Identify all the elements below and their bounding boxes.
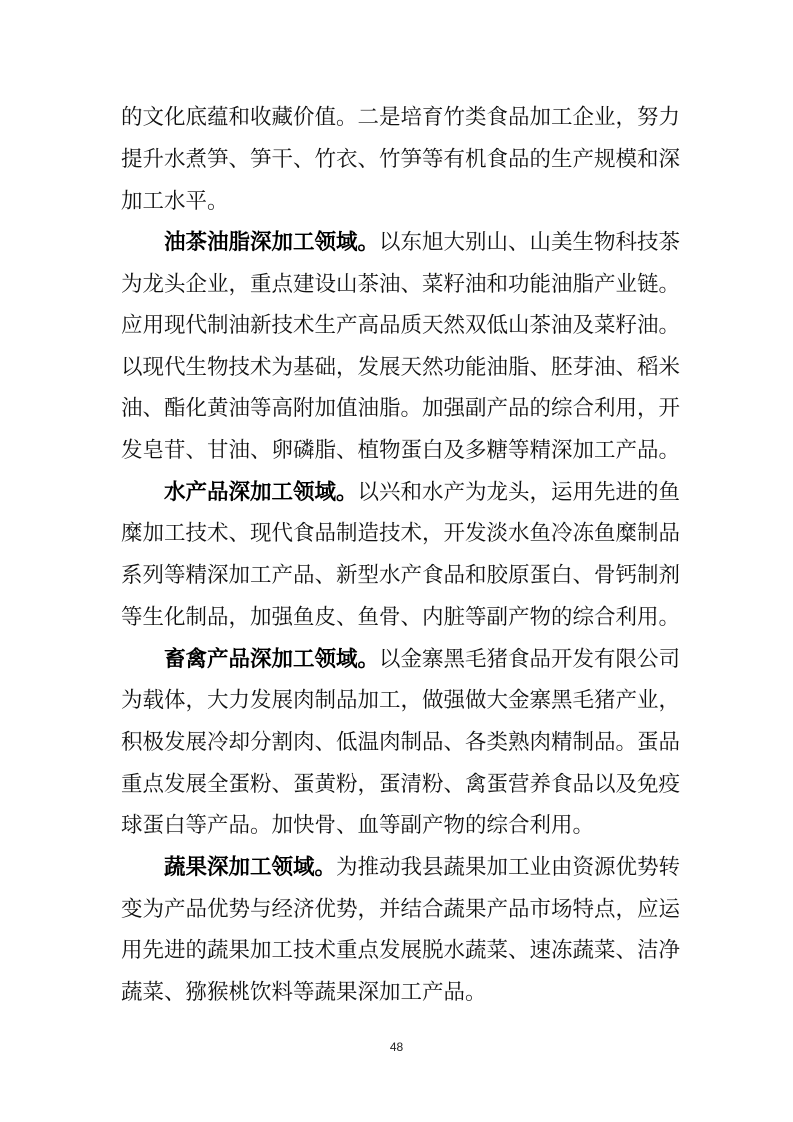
section-heading: 蔬果深加工领域。 [164,855,337,880]
paragraph-line: 用先进的蔬果加工技术重点发展脱水蔬菜、速冻蔬菜、洁净 [121,938,681,963]
section-heading: 畜禽产品深加工领域。 [164,647,380,672]
paragraph-line: 加工水平。 [121,189,229,214]
paragraph-line: 球蛋白等产品。加快骨、血等副产物的综合利用。 [121,813,595,838]
paragraph-first-line [164,473,681,513]
paragraph-line: 提升水煮笋、笋干、竹衣、竹笋等有机食品的生产规模和深 [121,147,681,172]
paragraph-line: 重点发展全蛋粉、蛋黄粉，蛋清粉、禽蛋营养食品以及免疫 [121,772,681,797]
paragraph-line: 变为产品优势与经济优势，并结合蔬果产品市场特点，应运 [121,897,681,922]
page-number: 48 [389,1040,404,1054]
paragraph-line: 蔬菜、猕猴桃饮料等蔬果深加工产品。 [121,980,487,1005]
paragraph-line: 发皂苷、甘油、卵磷脂、植物蛋白及多糖等精深加工产品。 [121,438,681,463]
paragraph-line: 为载体，大力发展肉制品加工，做强做大金寨黑毛猪产业， [121,688,681,713]
paragraph-line: 的文化底蕴和收藏价值。二是培育竹类食品加工企业，努力 [121,105,681,130]
paragraph-text: 为推动我县蔬果加工业由资源优势转 [336,855,681,880]
paragraph-line: 等生化制品，加强鱼皮、鱼骨、内脏等副产物的综合利用。 [121,605,681,630]
paragraph-text: 以东旭大别山、山美生物科技茶 [379,230,681,255]
paragraph-first-line [164,223,681,263]
paragraph-first-line [164,848,681,888]
section-heading: 水产品深加工领域。 [164,480,358,505]
paragraph-first-line [164,640,681,680]
paragraph-line: 系列等精深加工产品、新型水产食品和胶原蛋白、骨钙制剂 [121,563,681,588]
paragraph-line: 油、酯化黄油等高附加值油脂。加强副产品的综合利用，开 [121,396,681,421]
paragraph-text: 以金寨黑毛猪食品开发有限公司 [379,647,681,672]
paragraph-line: 为龙头企业，重点建设山茶油、菜籽油和功能油脂产业链。 [121,272,681,297]
paragraph-text: 以兴和水产为龙头，运用先进的鱼 [357,480,681,505]
paragraph-line: 积极发展冷却分割肉、低温肉制品、各类熟肉精制品。蛋品 [121,730,681,755]
section-heading: 油茶油脂深加工领域。 [164,230,380,255]
paragraph-line: 应用现代制油新技术生产高品质天然双低山茶油及菜籽油。 [121,313,681,338]
paragraph-line: 糜加工技术、现代食品制造技术，开发淡水鱼冷冻鱼糜制品 [121,521,681,546]
paragraph-line: 以现代生物技术为基础，发展天然功能油脂、胚芽油、稻米 [121,355,681,380]
